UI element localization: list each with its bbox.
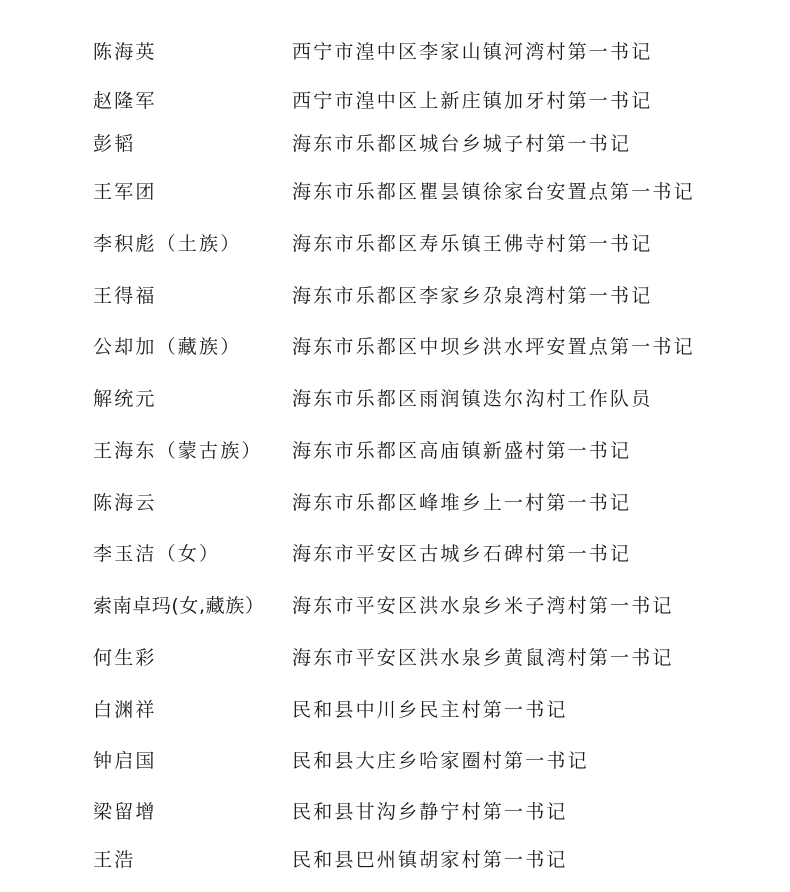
person-position: 海东市乐都区李家乡尕泉湾村第一书记 [292,285,653,307]
person-position: 海东市平安区古城乡石碑村第一书记 [292,543,632,565]
person-position: 海东市平安区洪水泉乡米子湾村第一书记 [292,595,674,617]
person-name: 王得福 [93,285,157,307]
person-name: 陈海英 [93,41,157,63]
list-row [0,539,790,569]
list-row [0,845,790,875]
list-row [0,591,790,621]
person-position: 海东市乐都区寿乐镇王佛寺村第一书记 [292,233,653,255]
person-position: 西宁市湟中区李家山镇河湾村第一书记 [292,41,653,63]
person-position: 民和县巴州镇胡家村第一书记 [292,849,568,871]
list-row [0,436,790,466]
person-position: 海东市平安区洪水泉乡黄鼠湾村第一书记 [292,647,674,669]
list-row [0,177,790,207]
list-row [0,86,790,116]
person-position: 海东市乐都区高庙镇新盛村第一书记 [292,440,632,462]
list-row [0,384,790,414]
list-row [0,129,790,159]
person-name: 王军团 [93,181,157,203]
person-position: 民和县甘沟乡静宁村第一书记 [292,801,568,823]
person-name: 白渊祥 [93,699,157,721]
person-name: 公却加（藏族） [93,336,242,358]
person-name: 陈海云 [93,492,157,514]
person-position: 海东市乐都区中坝乡洪水坪安置点第一书记 [292,336,695,358]
list-row [0,797,790,827]
person-name: 何生彩 [93,647,157,669]
person-name: 索南卓玛(女,藏族） [93,595,265,617]
list-row [0,229,790,259]
person-position: 民和县中川乡民主村第一书记 [292,699,568,721]
person-position: 海东市乐都区瞿昙镇徐家台安置点第一书记 [292,181,695,203]
list-row [0,281,790,311]
person-name: 梁留增 [93,801,157,823]
list-row [0,488,790,518]
person-name: 解统元 [93,388,157,410]
person-name: 钟启国 [93,750,157,772]
person-name: 李玉洁（女） [93,543,221,565]
person-position: 民和县大庄乡哈家圈村第一书记 [292,750,589,772]
person-name: 赵隆军 [93,90,157,112]
person-name: 李积彪（土族） [93,233,242,255]
person-position: 西宁市湟中区上新庄镇加牙村第一书记 [292,90,653,112]
list-row [0,332,790,362]
person-position: 海东市乐都区城台乡城子村第一书记 [292,133,632,155]
person-name: 彭韬 [93,133,136,155]
list-row [0,37,790,67]
list-row [0,746,790,776]
person-name: 王海东（蒙古族） [93,440,263,462]
list-row [0,695,790,725]
list-row [0,643,790,673]
person-name: 王浩 [93,849,136,871]
person-position: 海东市乐都区雨润镇迭尔沟村工作队员 [292,388,653,410]
person-position: 海东市乐都区峰堆乡上一村第一书记 [292,492,632,514]
